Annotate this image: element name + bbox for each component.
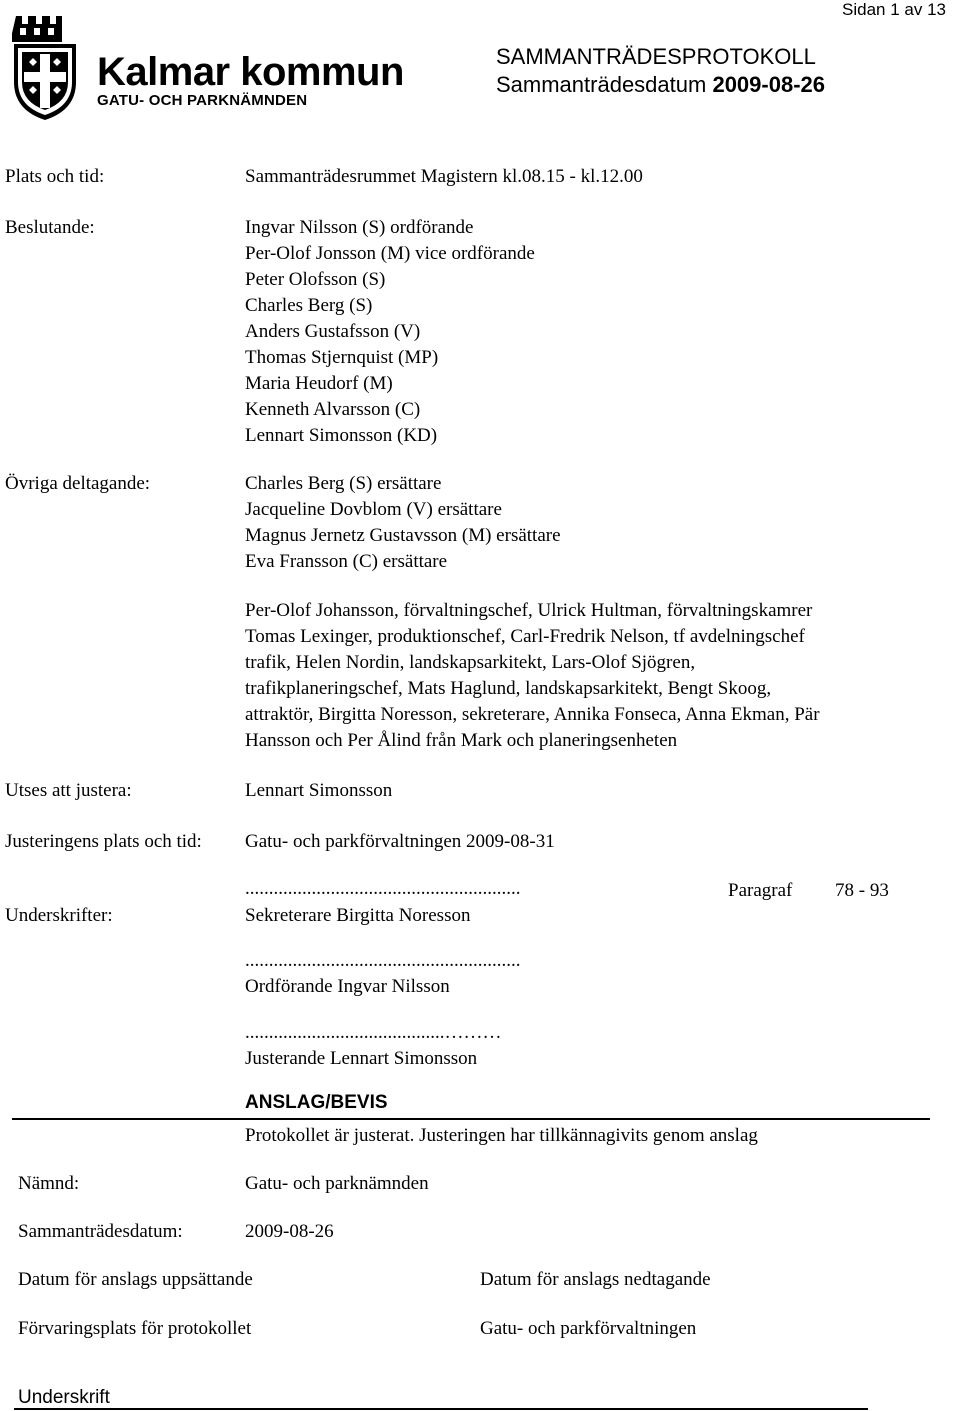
list-item: Ingvar Nilsson (S) ordförande <box>245 217 474 238</box>
list-item: Maria Heudorf (M) <box>245 373 393 394</box>
document-date-label: Sammanträdesdatum <box>496 72 707 97</box>
signature-line-chair: .......................................................... <box>245 950 521 971</box>
text-line: Per-Olof Johansson, förvaltningschef, Ulrick Hultman, förvaltningskamrer <box>245 600 813 621</box>
page-number: Sidan 1 av 13 <box>842 0 946 19</box>
adjuster-label: Utses att justera: <box>5 780 132 801</box>
adjuster-name: Justerande Lennart Simonsson <box>245 1048 478 1069</box>
list-item: Peter Olofsson (S) <box>245 269 386 290</box>
signature-label: Underskrift <box>18 1387 110 1408</box>
document-date-line <box>496 72 825 98</box>
list-item: Kenneth Alvarsson (C) <box>245 399 421 420</box>
list-item: Charles Berg (S) ersättare <box>245 473 442 494</box>
text-line: attraktör, Birgitta Noresson, sekreterare, Annika Fonseca, Anna Ekman, Pär <box>245 704 820 725</box>
signature-line-adjuster: ..........................................……… <box>245 1022 502 1043</box>
organization-subunit: GATU- OCH PARKNÄMNDEN <box>97 92 308 109</box>
organization-name: Kalmar kommun <box>97 50 404 94</box>
paragraph-label: Paragraf <box>728 880 793 901</box>
document-date-value: 2009-08-26 <box>712 72 825 97</box>
text-line: trafik, Helen Nordin, landskapsarkitekt, Lars-Olof Sjögren, <box>245 652 696 673</box>
list-item: Eva Fransson (C) ersättare <box>245 551 448 572</box>
adjust-place-value: Gatu- och parkförvaltningen 2009-08-31 <box>245 831 555 852</box>
paragraph-value: 78 - 93 <box>835 880 889 901</box>
deciding-label: Beslutande: <box>5 217 95 238</box>
deciding-list <box>245 215 535 449</box>
signatures-label: Underskrifter: <box>5 905 113 926</box>
place-value: Sammanträdesrummet Magistern kl.08.15 - kl.12.00 <box>245 166 643 187</box>
others-label: Övriga deltagande: <box>5 473 151 494</box>
coat-of-arms-icon <box>12 16 76 120</box>
removed-date-label: Datum för anslags nedtagande <box>480 1269 711 1290</box>
signature-line <box>14 1408 868 1410</box>
anslag-date-label: Sammanträdesdatum: <box>18 1221 183 1242</box>
place-label: Plats och tid: <box>5 166 105 187</box>
secretary-name: Sekreterare Birgitta Noresson <box>245 905 471 926</box>
divider <box>12 1118 930 1120</box>
officials-paragraph <box>245 598 820 754</box>
list-item: Per-Olof Jonsson (M) vice ordförande <box>245 243 535 264</box>
adjust-place-label: Justeringens plats och tid: <box>5 831 202 852</box>
document-type: SAMMANTRÄDESPROTOKOLL <box>496 44 816 69</box>
text-line: trafikplaneringschef, Mats Haglund, landskapsarkitekt, Bengt Skoog, <box>245 678 772 699</box>
board-label: Nämnd: <box>18 1173 80 1194</box>
list-item: Lennart Simonsson (KD) <box>245 425 438 446</box>
adjuster-value: Lennart Simonsson <box>245 780 393 801</box>
list-item: Charles Berg (S) <box>245 295 373 316</box>
signature-line-secretary: .......................................................... <box>245 878 521 899</box>
anslag-title: ANSLAG/BEVIS <box>245 1092 388 1113</box>
posted-date-label: Datum för anslags uppsättande <box>18 1269 253 1290</box>
others-list <box>245 471 561 575</box>
list-item: Thomas Stjernquist (MP) <box>245 347 439 368</box>
list-item: Jacqueline Dovblom (V) ersättare <box>245 499 502 520</box>
anslag-date-value: 2009-08-26 <box>245 1221 334 1242</box>
chair-name: Ordförande Ingvar Nilsson <box>245 976 450 997</box>
anslag-statement: Protokollet är justerat. Justeringen har tillkännagivits genom anslag <box>245 1125 758 1146</box>
list-item: Magnus Jernetz Gustavsson (M) ersättare <box>245 525 561 546</box>
storage-value: Gatu- och parkförvaltningen <box>480 1318 697 1339</box>
text-line: Tomas Lexinger, produktionschef, Carl-Fredrik Nelson, tf avdelningschef <box>245 626 805 647</box>
text-line: Hansson och Per Ålind från Mark och planeringsenheten <box>245 730 678 751</box>
board-value: Gatu- och parknämnden <box>245 1173 429 1194</box>
list-item: Anders Gustafsson (V) <box>245 321 421 342</box>
storage-label: Förvaringsplats för protokollet <box>18 1318 252 1339</box>
